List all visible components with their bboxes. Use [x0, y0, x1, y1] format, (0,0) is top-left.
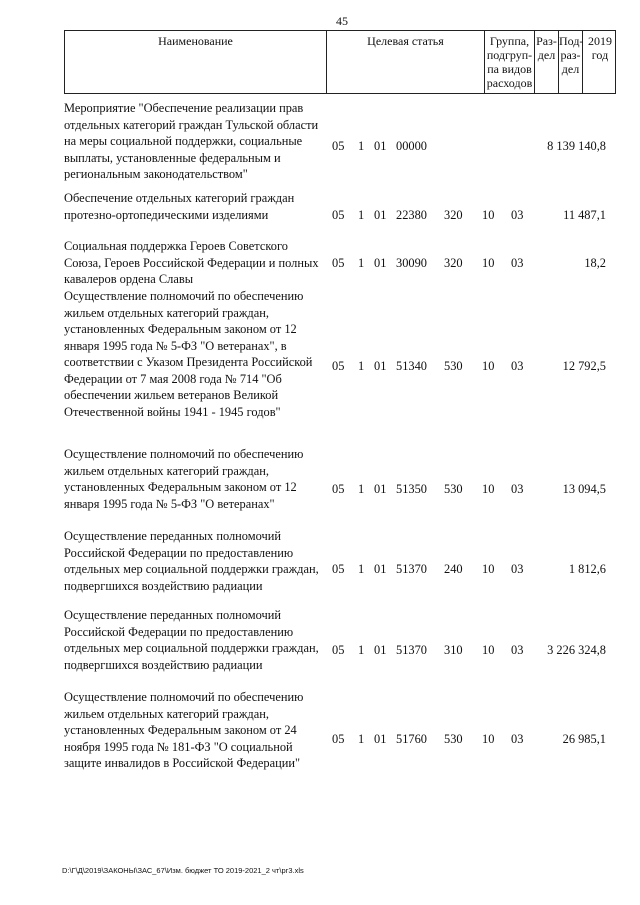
- row-amount: 1 812,6: [568, 562, 606, 576]
- row-section: 10: [482, 482, 495, 496]
- row-name: Социальная поддержка Героев Советского Союза, Героев Российской Федерации и полных кавалеров ордена Славы: [64, 239, 319, 286]
- row-amount: 12 792,5: [562, 359, 606, 373]
- row-section: 10: [482, 643, 495, 657]
- row-subsection: 03: [511, 643, 524, 657]
- row-group: 530: [444, 359, 463, 373]
- row-subsection: 03: [511, 482, 524, 496]
- row-name: Осуществление переданных полномочий Российской Федерации по предоставлению отдельных мер социальной поддержки граждан, подвергшихся воздействию радиации: [64, 529, 319, 593]
- row-subsection: 03: [511, 256, 524, 270]
- row-code-2: 1: [358, 139, 365, 153]
- row-code-1: 05: [332, 208, 345, 222]
- row-name: Мероприятие "Обеспечение реализации прав отдельных категорий граждан Тульской области на меры социальной поддержки, социальные выплаты, установленные федеральным и региональным законодательством": [64, 101, 319, 181]
- row-subsection: 03: [511, 732, 524, 746]
- row-code-2: 1: [358, 732, 365, 746]
- row-code-4: 51370: [396, 643, 427, 657]
- row-code-1: 05: [332, 256, 345, 270]
- row-name: Осуществление полномочий по обеспечению жильем отдельных категорий граждан, установленных Федеральным законом от 24 ноября 1995 года № 181-ФЗ "О социальной защите инвалидов в Российской Федерации": [64, 690, 304, 770]
- row-code-4: 51760: [396, 732, 427, 746]
- row-code-4: 22380: [396, 208, 427, 222]
- header-subsection: Под-раз-дел: [559, 31, 583, 93]
- row-code-4: 51350: [396, 482, 427, 496]
- table-row: [64, 288, 616, 420]
- row-code-3: 01: [374, 732, 387, 746]
- row-code-1: 05: [332, 732, 345, 746]
- header-group: Группа, подгруп-па видов расходов: [485, 31, 535, 93]
- table-row: [64, 528, 616, 598]
- table-row: [64, 446, 616, 516]
- row-name: Осуществление полномочий по обеспечению жильем отдельных категорий граждан, установленных Федеральным законом от 12 января 1995 года № 5-ФЗ "О ветеранах": [64, 447, 304, 511]
- table-row: [64, 190, 616, 226]
- row-amount: 8 139 140,8: [547, 139, 606, 153]
- row-amount: 13 094,5: [562, 482, 606, 496]
- row-amount: 11 487,1: [563, 208, 606, 222]
- table-row: [64, 238, 616, 288]
- row-code-1: 05: [332, 562, 345, 576]
- row-section: 10: [482, 562, 495, 576]
- row-section: 10: [482, 732, 495, 746]
- row-code-1: 05: [332, 482, 345, 496]
- row-amount: 26 985,1: [562, 732, 606, 746]
- row-code-4: 30090: [396, 256, 427, 270]
- row-code-2: 1: [358, 643, 365, 657]
- row-amount: 3 226 324,8: [547, 643, 606, 657]
- row-section: 10: [482, 208, 495, 222]
- row-code-3: 01: [374, 359, 387, 373]
- row-code-3: 01: [374, 482, 387, 496]
- table-row: [64, 607, 616, 677]
- row-code-3: 01: [374, 562, 387, 576]
- file-path-footer: D:\Г\Д\2019\ЗАКОНЫ\ЗАС_67\Изм. бюджет ТО 2019-2021_2 чт\рг3.xls: [62, 866, 304, 875]
- row-section: 10: [482, 256, 495, 270]
- row-section: 10: [482, 359, 495, 373]
- row-subsection: 03: [511, 562, 524, 576]
- header-year: 2019 год: [588, 34, 612, 62]
- row-code-3: 01: [374, 208, 387, 222]
- row-subsection: 03: [511, 359, 524, 373]
- row-code-2: 1: [358, 562, 365, 576]
- row-code-4: 51340: [396, 359, 427, 373]
- row-code-4: 00000: [396, 139, 427, 153]
- row-group: 320: [444, 208, 463, 222]
- row-name: Осуществление переданных полномочий Российской Федерации по предоставлению отдельных мер социальной поддержки граждан, подвергшихся воздействию радиации: [64, 608, 319, 672]
- table-header: [64, 30, 616, 94]
- row-code-2: 1: [358, 482, 365, 496]
- page-number: 45: [336, 14, 348, 28]
- row-code-3: 01: [374, 643, 387, 657]
- row-group: 530: [444, 482, 463, 496]
- row-name: Осуществление полномочий по обеспечению жильем отдельных категорий граждан, установленных Федеральным законом от 12 января 1995 года № 5-ФЗ "О ветеранах", в соответствии с Указом Президента Российской Федерации от 7 мая 2008 года № 714 "Об обеспечении жильем ветеранов Великой Отечественной войны 1941 - 1945 годов": [64, 289, 313, 419]
- header-section: Раз-дел: [535, 31, 559, 93]
- row-group: 320: [444, 256, 463, 270]
- row-amount: 18,2: [584, 256, 606, 270]
- table-row: [64, 689, 616, 774]
- header-name: Наименование: [65, 31, 327, 93]
- header-target: Целевая статья: [327, 31, 485, 93]
- row-code-4: 51370: [396, 562, 427, 576]
- table-row: [64, 100, 616, 196]
- row-group: 530: [444, 732, 463, 746]
- row-group: 240: [444, 562, 463, 576]
- row-code-3: 01: [374, 256, 387, 270]
- row-code-2: 1: [358, 359, 365, 373]
- row-name: Обеспечение отдельных категорий граждан протезно-ортопедическими изделиями: [64, 191, 295, 222]
- row-code-3: 01: [374, 139, 387, 153]
- row-code-1: 05: [332, 643, 345, 657]
- row-code-1: 05: [332, 139, 345, 153]
- row-code-1: 05: [332, 359, 345, 373]
- row-code-2: 1: [358, 256, 365, 270]
- row-group: 310: [444, 643, 463, 657]
- row-subsection: 03: [511, 208, 524, 222]
- row-code-2: 1: [358, 208, 365, 222]
